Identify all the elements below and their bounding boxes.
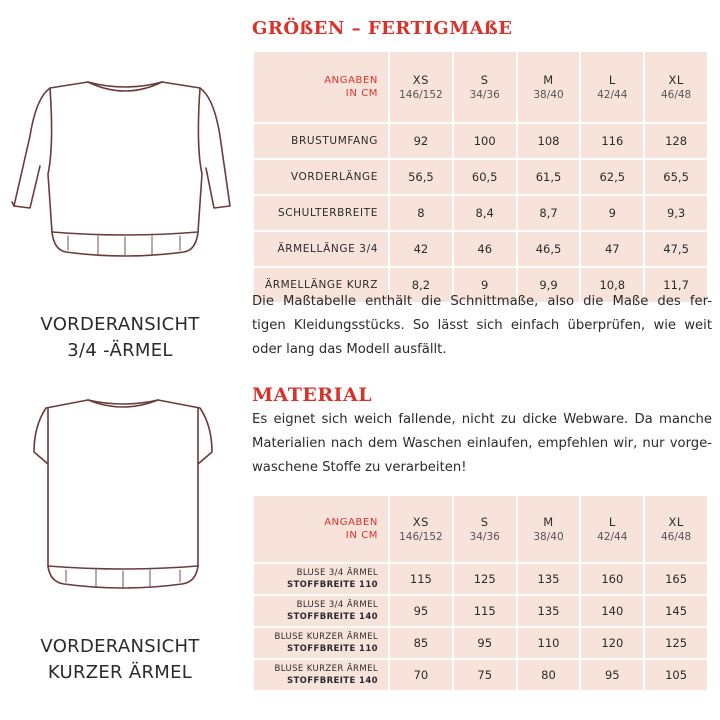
- size-note-line: oder lang das Modell ausfällt.: [252, 342, 447, 357]
- table-cell: 60,5: [454, 160, 516, 194]
- short-sleeve-caption: [0, 634, 240, 686]
- table-cell: 115: [454, 596, 516, 626]
- size-table: [252, 50, 709, 304]
- row-label-line2: STOFFBREITE 110: [286, 644, 378, 654]
- table-cell: 42: [390, 232, 452, 266]
- size-col-header: [581, 52, 643, 122]
- size-table-corner: [254, 52, 388, 122]
- long-sleeve-caption-line1: VORDERANSICHT: [40, 314, 200, 335]
- table-row: [254, 196, 707, 230]
- table-cell: 8,4: [454, 196, 516, 230]
- size-col-header: [645, 496, 707, 562]
- table-cell: 46,5: [518, 232, 580, 266]
- material-table: [252, 494, 709, 692]
- size-label: L: [608, 73, 616, 87]
- table-cell: 140: [581, 596, 643, 626]
- long-sleeve-caption: [0, 312, 240, 364]
- size-note-line: Die Maßtabelle enthält die Schnittmaße, also die Maße des fer-: [252, 294, 712, 309]
- material-text-line: Es eignet sich weich fallende, nicht zu dicke Webware. Da manche: [252, 412, 712, 427]
- material-table-corner-line2: IN CM: [345, 530, 378, 541]
- short-sleeve-caption-line1: VORDERANSICHT: [40, 636, 200, 657]
- long-sleeve-front-sketch: [8, 56, 238, 266]
- short-sleeve-front-sketch: [18, 386, 228, 598]
- table-cell: 108: [518, 124, 580, 158]
- row-label: BRUSTUMFANG: [254, 124, 388, 158]
- table-row: [254, 628, 707, 658]
- row-label: [254, 628, 388, 658]
- size-cm-label: 146/152: [399, 89, 443, 101]
- row-label-line1: BLUSE 3/4 ÄRMEL: [296, 600, 378, 610]
- material-heading: MATERIAL: [252, 384, 373, 406]
- size-col-header: [518, 496, 580, 562]
- size-col-header: [518, 52, 580, 122]
- material-table-corner: [254, 496, 388, 562]
- size-label: L: [608, 515, 616, 529]
- table-cell: 9,9: [518, 268, 580, 302]
- material-text-line: waschene Stoffe zu verarbeiten!: [252, 460, 467, 475]
- table-row: [254, 660, 707, 690]
- size-cm-label: 38/40: [533, 531, 564, 543]
- size-col-header: [581, 496, 643, 562]
- size-label: S: [480, 515, 489, 529]
- row-label: [254, 660, 388, 690]
- table-cell: 62,5: [581, 160, 643, 194]
- table-cell: 125: [454, 564, 516, 594]
- table-cell: 8,7: [518, 196, 580, 230]
- size-table-header-row: [254, 52, 707, 122]
- table-cell: 116: [581, 124, 643, 158]
- table-cell: 65,5: [645, 160, 707, 194]
- sizes-heading: GRÖßEN – FERTIGMAßE: [252, 18, 513, 39]
- material-table-header-row: [254, 496, 707, 562]
- size-cm-label: 46/48: [660, 89, 692, 101]
- table-cell: 95: [454, 628, 516, 658]
- table-cell: 145: [645, 596, 707, 626]
- table-cell: 47,5: [645, 232, 707, 266]
- table-row: [254, 596, 707, 626]
- short-sleeve-caption-line2: KURZER ÄRMEL: [47, 662, 193, 683]
- material-text-line: Materialien nach dem Waschen einlaufen, empfehlen wir, nur vorge-: [252, 436, 712, 451]
- material-table-corner-line1: ANGABEN: [324, 517, 378, 528]
- table-cell: 80: [518, 660, 580, 690]
- size-cm-label: 38/40: [533, 89, 564, 101]
- table-cell: 8,2: [390, 268, 452, 302]
- table-cell: 75: [454, 660, 516, 690]
- material-text: [252, 408, 712, 480]
- table-cell: 115: [390, 564, 452, 594]
- table-cell: 160: [581, 564, 643, 594]
- sketch-column: [0, 0, 240, 720]
- row-label-line2: STOFFBREITE 140: [286, 612, 378, 622]
- size-label: M: [543, 73, 554, 87]
- row-label-line1: BLUSE KURZER ÄRMEL: [274, 632, 378, 642]
- table-row: [254, 232, 707, 266]
- size-col-header: [390, 496, 452, 562]
- size-cm-label: 34/36: [469, 89, 500, 101]
- size-cm-label: 34/36: [469, 531, 500, 543]
- size-label: S: [480, 73, 489, 87]
- table-cell: 10,8: [581, 268, 643, 302]
- table-cell: 61,5: [518, 160, 580, 194]
- size-col-header: [645, 52, 707, 122]
- size-cm-label: 146/152: [399, 531, 443, 543]
- table-cell: 47: [581, 232, 643, 266]
- size-table-corner-line1: ANGABEN: [324, 75, 378, 86]
- size-cm-label: 42/44: [597, 89, 628, 101]
- size-table-corner-line2: IN CM: [345, 88, 378, 99]
- size-note-line: tigen Kleidungsstücks. So lässt sich einfach überprüfen, wie weit: [252, 318, 712, 333]
- long-sleeve-caption-line2: 3/4 -ÄRMEL: [67, 340, 173, 361]
- table-cell: 85: [390, 628, 452, 658]
- row-label: ÄRMELLÄNGE KURZ: [254, 268, 388, 302]
- table-cell: 105: [645, 660, 707, 690]
- row-label: SCHULTERBREITE: [254, 196, 388, 230]
- size-col-header: [390, 52, 452, 122]
- row-label: [254, 596, 388, 626]
- size-note: [252, 290, 712, 362]
- size-col-header: [454, 496, 516, 562]
- row-label-line2: STOFFBREITE 110: [286, 580, 378, 590]
- table-cell: 92: [390, 124, 452, 158]
- table-cell: 9,3: [645, 196, 707, 230]
- table-cell: 128: [645, 124, 707, 158]
- row-label: [254, 564, 388, 594]
- table-cell: 120: [581, 628, 643, 658]
- table-cell: 125: [645, 628, 707, 658]
- table-row: [254, 564, 707, 594]
- table-cell: 56,5: [390, 160, 452, 194]
- table-cell: 95: [581, 660, 643, 690]
- table-cell: 8: [390, 196, 452, 230]
- size-label: M: [543, 515, 554, 529]
- table-cell: 110: [518, 628, 580, 658]
- size-label: XS: [412, 73, 429, 87]
- size-col-header: [454, 52, 516, 122]
- table-cell: 70: [390, 660, 452, 690]
- table-row: [254, 160, 707, 194]
- table-cell: 46: [454, 232, 516, 266]
- row-label: VORDERLÄNGE: [254, 160, 388, 194]
- size-label: XL: [668, 515, 684, 529]
- table-cell: 9: [454, 268, 516, 302]
- table-cell: 135: [518, 596, 580, 626]
- size-cm-label: 46/48: [660, 531, 692, 543]
- table-cell: 135: [518, 564, 580, 594]
- table-row: [254, 124, 707, 158]
- size-cm-label: 42/44: [597, 531, 628, 543]
- table-cell: 11,7: [645, 268, 707, 302]
- table-cell: 100: [454, 124, 516, 158]
- table-cell: 165: [645, 564, 707, 594]
- row-label-line1: BLUSE 3/4 ÄRMEL: [296, 568, 378, 578]
- row-label-line1: BLUSE KURZER ÄRMEL: [274, 664, 378, 674]
- size-label: XS: [412, 515, 429, 529]
- size-label: XL: [668, 73, 684, 87]
- row-label: ÄRMELLÄNGE 3/4: [254, 232, 388, 266]
- row-label-line2: STOFFBREITE 140: [286, 676, 378, 686]
- table-cell: 9: [581, 196, 643, 230]
- table-cell: 95: [390, 596, 452, 626]
